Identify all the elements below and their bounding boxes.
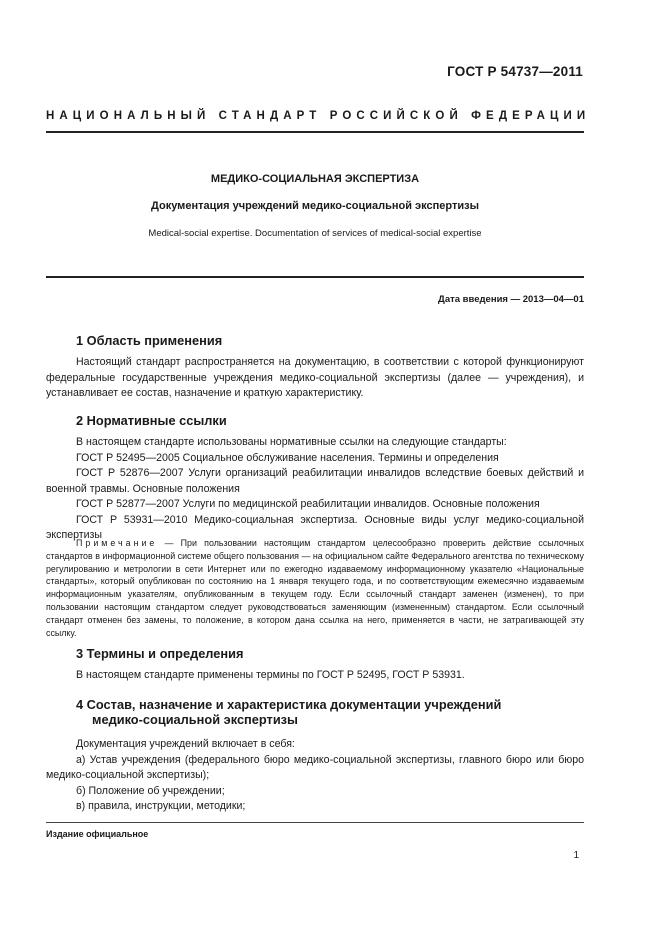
english-title: Medical-social expertise. Documentation of services of medical-social expertise: [148, 228, 482, 239]
document-subtitle: Документация учреждений медико-социальной экспертизы: [151, 200, 479, 212]
section-2-heading: 2 Нормативные ссылки: [76, 413, 227, 428]
section-3-body: [46, 668, 584, 684]
section-1-text: Настоящий стандарт распространяется на документацию, в соответствии с которой функционируют федеральные государственные учреждения медико-социальной экспертизы (далее — учреждения), и устанавливает ее состав, назначение и краткую характеристику.: [46, 356, 584, 399]
introduction-date: Дата введения — 2013—04—01: [438, 294, 584, 305]
national-standard-banner: НАЦИОНАЛЬНЫЙ СТАНДАРТ РОССИЙСКОЙ ФЕДЕРАЦИИ: [46, 110, 591, 122]
section-4-heading: [76, 697, 501, 727]
section-4-intro: Документация учреждений включает в себя:: [76, 738, 295, 750]
edition-label: Издание официальное: [46, 829, 149, 839]
document-number: ГОСТ Р 54737—2011: [447, 64, 583, 79]
section-3-heading: 3 Термины и определения: [76, 646, 244, 661]
note-label: Примечание: [76, 538, 158, 548]
section-4-heading-line-2: медико-социальной экспертизы: [92, 712, 298, 727]
title-divider: [46, 276, 584, 278]
section-2-note: [46, 537, 584, 639]
footer-divider: [46, 822, 584, 823]
note-text: — При пользовании настоящим стандартом целесообразно проверить действие ссылочных стандартов в информационной системе общего пользования — на официальном сайте Федерального агентства по техническому регулированию и метрологии в сети Интернет или по ежегодно издаваемому информационному указателю «Национальные стандарты», который опубликован по состоянию на 1 января текущего года, и по соответствующим ежемесячно издаваемым информационным указателям, опубликованным в текущем году. Если ссылочный стандарт заменен (изменен), то при пользовании настоящим стандартом следует руководствоваться заменяющим (измененным) стандартом. Если ссылочный стандарт отменен без замены, то положение, в котором дана ссылка на него, применяется в части, не затрагивающей эту ссылку.: [46, 538, 584, 638]
section-4-heading-line-1: 4 Состав, назначение и характеристика документации учреждений: [76, 697, 502, 712]
section-4-body: [46, 737, 584, 815]
header-divider: [46, 131, 584, 133]
reference-item: ГОСТ Р 53931—2010 Медико-социальная экспертиза. Основные виды услуг медико-социальной экспертизы: [46, 513, 584, 541]
reference-item: ГОСТ Р 52877—2007 Услуги по медицинской реабилитации инвалидов. Основные положения: [76, 498, 540, 510]
document-title: МЕДИКО-СОЦИАЛЬНАЯ ЭКСПЕРТИЗА: [210, 173, 420, 185]
list-item: а) Устав учреждения (федерального бюро медико-социальной экспертизы, главного бюро или бюро медико-социальной экспертизы);: [46, 753, 584, 781]
page-number: 1: [573, 850, 579, 861]
reference-item: ГОСТ Р 52495—2005 Социальное обслуживание населения. Термины и определения: [76, 451, 499, 464]
list-item: в) правила, инструкции, методики;: [76, 800, 246, 812]
section-1-body: [46, 355, 584, 402]
section-2-intro: В настоящем стандарте использованы нормативные ссылки на следующие стандарты:: [76, 436, 507, 448]
section-2-body: [46, 435, 584, 544]
section-1-heading: 1 Область применения: [76, 333, 223, 348]
reference-item: ГОСТ Р 52876—2007 Услуги организаций реабилитации инвалидов вследствие боевых действий и военной травмы. Основные положения: [46, 467, 584, 495]
list-item: б) Положение об учреждении;: [76, 784, 225, 797]
section-3-text: В настоящем стандарте применены термины по ГОСТ Р 52495, ГОСТ Р 53931.: [76, 669, 465, 681]
